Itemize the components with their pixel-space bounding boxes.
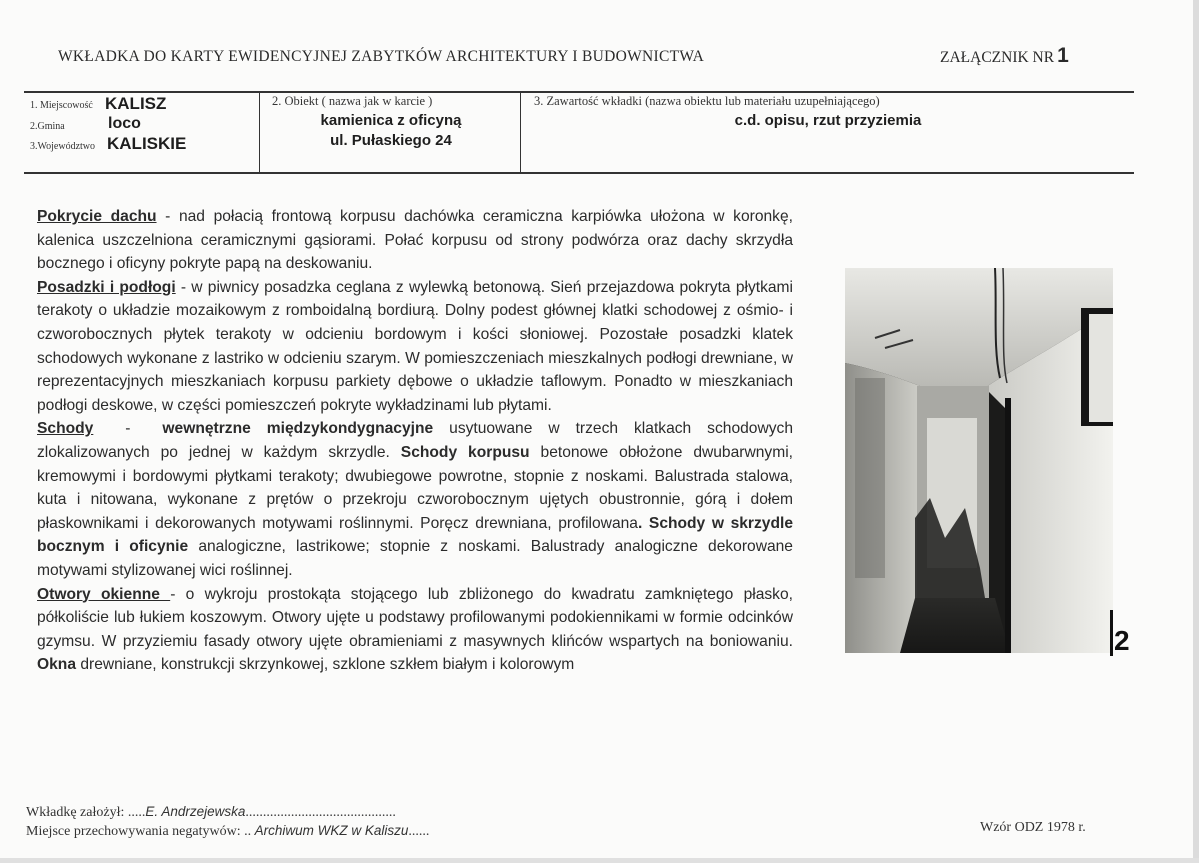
annex-number: 1 (1057, 44, 1069, 67)
template-label: Wzór ODZ 1978 r. (980, 820, 1086, 835)
floors-heading: Posadzki i podłogi (37, 278, 176, 296)
contents-label: 3. Zawartość wkładki (nazwa obiektu lub materiału uzupełniającego) (534, 94, 880, 108)
annex-label-text: ZAŁĄCZNIK NR (940, 49, 1055, 66)
roof-text: - nad połacią frontową korpusu dachówka ceramiczna karpiówka ułożona w koronkę, kalenica uszczelniona ceramicznymi gąsiorami. Połać korpusu od strony podwórza oraz dachy skrzydła bocznego i oficyny pokryte papą na deskowaniu. (37, 208, 793, 273)
stairs-text-1: usytuowane w trzech klatkach schodowych zlokalizowanych po jednej w każdym skrzydle. (37, 420, 793, 461)
stairs-paragraph (37, 417, 793, 582)
annex-label (940, 44, 1069, 68)
windows-text-2: drewniane, konstrukcji skrzynkowej, szklone szkłem białym i kolorowym (76, 656, 575, 674)
description-text (37, 205, 793, 677)
stairs-text-2: betonowe obłożone dwubarwnymi, kremowymi i bordowymi płytkami terakoty; dwubiegowe powrotne, stopnie z noskami. Balustrada stalowa, kuta i nitowana, wykonane z prętów o przekroju czworobocznym ujętych obustronnie, górą i dołem płaskownikami i dekorowanych motywami roślinnymi. Poręcz drewniana, profilowana (37, 443, 793, 532)
object-address: ul. Pułaskiego 24 (330, 132, 452, 149)
header-rule (24, 91, 1134, 93)
stairs-subheading: wewnętrzne międzykondygnacyjne (162, 420, 434, 438)
windows-paragraph (37, 583, 793, 677)
fields-rule (24, 172, 1134, 174)
corridor-photo-drawing (845, 268, 1113, 653)
fields-divider-1 (259, 91, 260, 173)
storage-line (26, 823, 429, 840)
storage-dots: ...... (408, 824, 430, 839)
card-edge-right (1193, 0, 1199, 863)
windows-text-1: - o wykroju prostokąta stojącego lub zbliżonego do kwadratu zamkniętego płasko, półkoliście lub łukiem koszowym. Otwory ujęte u podstawy profilowanymi podokiennikami w formie odcinków gzymsu. W przyziemiu fasady otwory ujęte obramieniami z masywnych klińców wspartych na boniowaniu. (37, 585, 793, 650)
locality-value: KALISZ (105, 94, 167, 113)
stairs-text-3: analogiczne, lastrikowe; stopnie z noskami. Balustrady analogiczne dekorowane motywami stylizowanej wici roślinnej. (37, 538, 793, 579)
object-label: 2. Obiekt ( nazwa jak w karcie ) (272, 94, 433, 108)
voivodeship-label: 3.Województwo (30, 141, 96, 152)
card-edge-bottom (0, 858, 1199, 863)
author-label: Wkładkę założył: ..... (26, 805, 146, 820)
roof-heading: Pokrycie dachu (37, 208, 157, 225)
floors-paragraph (37, 276, 793, 418)
author-line (26, 804, 396, 821)
locality-label: 1. Miejscowość (30, 100, 93, 111)
stairs-heading: Schody (37, 420, 94, 438)
form-title: WKŁADKA DO KARTY EWIDENCYJNEJ ZABYTKÓW ARCHITEKTURY I BUDOWNICTWA (58, 48, 705, 65)
municipality-label: 2.Gmina (30, 121, 65, 132)
voivodeship-value: KALISKIE (107, 134, 187, 153)
storage-label: Miejsce przechowywania negatywów: .. (26, 824, 255, 839)
stairs-separator: - (93, 420, 163, 438)
stairs-bold-2: . Schody w skrzydle bocznym i oficynie (37, 514, 793, 556)
windows-heading: Otwory okienne (37, 585, 171, 603)
corridor-photo (845, 268, 1113, 653)
photo-number: 2 (1114, 625, 1130, 656)
municipality-value: loco (108, 115, 141, 132)
author-dots: ........................................... (245, 805, 396, 820)
photo-number-bar (1110, 610, 1113, 656)
floors-text: - w piwnicy posadzka ceglana z wylewką betonową. Sień przejazdowa pokryta płytkami terakoty o układzie mozaikowym z romboidalną bordiurą. Dolny podest głównej klatki schodowej z ośmio- i czworobocznych płytek terakoty w odcieniu bordowym i kości słoniowej. Pozostałe posadzki klatek schodowych wykonane z lastriko w odcieniu szarym. W pomieszczeniach mieszkalnych podłogi drewniane, w reprezentacyjnych mieszkaniach korpusu parkiety dębowe o układzie taflowym. Ponadto w mieszkaniach podłogi deskowe, w części pomieszczeń pokryte wykładzinami lub płytami. (37, 278, 794, 414)
windows-bold: Okna (37, 656, 76, 674)
fields-divider-2 (520, 91, 521, 173)
author-value: E. Andrzejewska (145, 804, 246, 819)
object-name: kamienica z oficyną (320, 112, 462, 129)
stairs-bold-1: Schody korpusu (400, 443, 530, 461)
storage-value: Archiwum WKZ w Kaliszu (254, 823, 409, 838)
contents-value: c.d. opisu, rzut przyziemia (734, 112, 922, 129)
roof-paragraph (37, 205, 793, 276)
